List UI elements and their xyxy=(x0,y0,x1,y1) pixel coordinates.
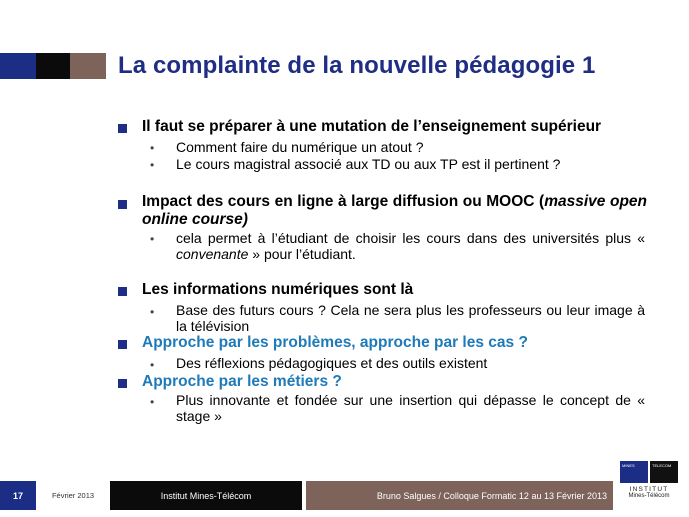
list-item-text: cela permet à l’étudiant de choisir les cours dans des universités plus « xyxy=(176,230,645,246)
square-bullet-icon xyxy=(118,379,127,388)
list-item xyxy=(176,230,645,262)
section-heading: Il faut se préparer à une mutation de l’enseignement supérieur xyxy=(142,118,602,135)
footer-page-number: 17 xyxy=(0,481,36,510)
dot-bullet-icon: • xyxy=(150,395,155,409)
logo-text-mines-telecom: Mines-Télécom xyxy=(628,493,670,499)
square-bullet-icon xyxy=(118,124,127,133)
footer-date: Février 2013 xyxy=(36,481,110,510)
dot-bullet-icon: • xyxy=(150,232,155,246)
section-heading: Approche par les métiers ? xyxy=(142,373,342,390)
list-item: Plus innovante et fondée sur une insertion qui dépasse le concept de « stage » xyxy=(176,392,645,424)
dot-bullet-icon: • xyxy=(150,141,155,155)
footer-conference: Bruno Salgues / Colloque Formatic 12 au 13 Février 2013 xyxy=(306,481,613,510)
section-heading xyxy=(142,193,647,229)
list-item-text: » pour l’étudiant. xyxy=(248,246,356,262)
square-bullet-icon xyxy=(118,340,127,349)
section-heading-italic: massive open online course) xyxy=(142,193,647,228)
dot-bullet-icon: • xyxy=(150,358,155,372)
list-item: Des réflexions pédagogiques et des outils existent xyxy=(176,355,488,371)
section-heading-text: Impact des cours en ligne à large diffusion ou MOOC ( xyxy=(142,193,545,210)
dot-bullet-icon: • xyxy=(150,158,155,172)
section-heading: Approche par les problèmes, approche par les cas ? xyxy=(142,334,528,351)
square-bullet-icon xyxy=(118,287,127,296)
footer-institution: Institut Mines-Télécom xyxy=(110,481,302,510)
square-bullet-icon xyxy=(118,200,127,209)
institut-logo xyxy=(620,461,678,511)
list-item: Comment faire du numérique un atout ? xyxy=(176,139,424,155)
slide-title: La complainte de la nouvelle pédagogie 1 xyxy=(118,52,596,79)
list-item: Base des futurs cours ? Cela ne sera plus les professeurs ou leur image à la télévision xyxy=(176,302,645,334)
telecom-logo-icon: TELECOM xyxy=(650,461,678,483)
list-item-italic: convenante xyxy=(176,246,249,262)
list-item: Le cours magistral associé aux TD ou aux TP est il pertinent ? xyxy=(176,156,561,172)
mines-logo-icon: MINES xyxy=(620,461,648,483)
dot-bullet-icon: • xyxy=(150,305,155,319)
logo-text-institut: INSTITUT xyxy=(629,486,669,493)
section-heading: Les informations numériques sont là xyxy=(142,281,414,298)
